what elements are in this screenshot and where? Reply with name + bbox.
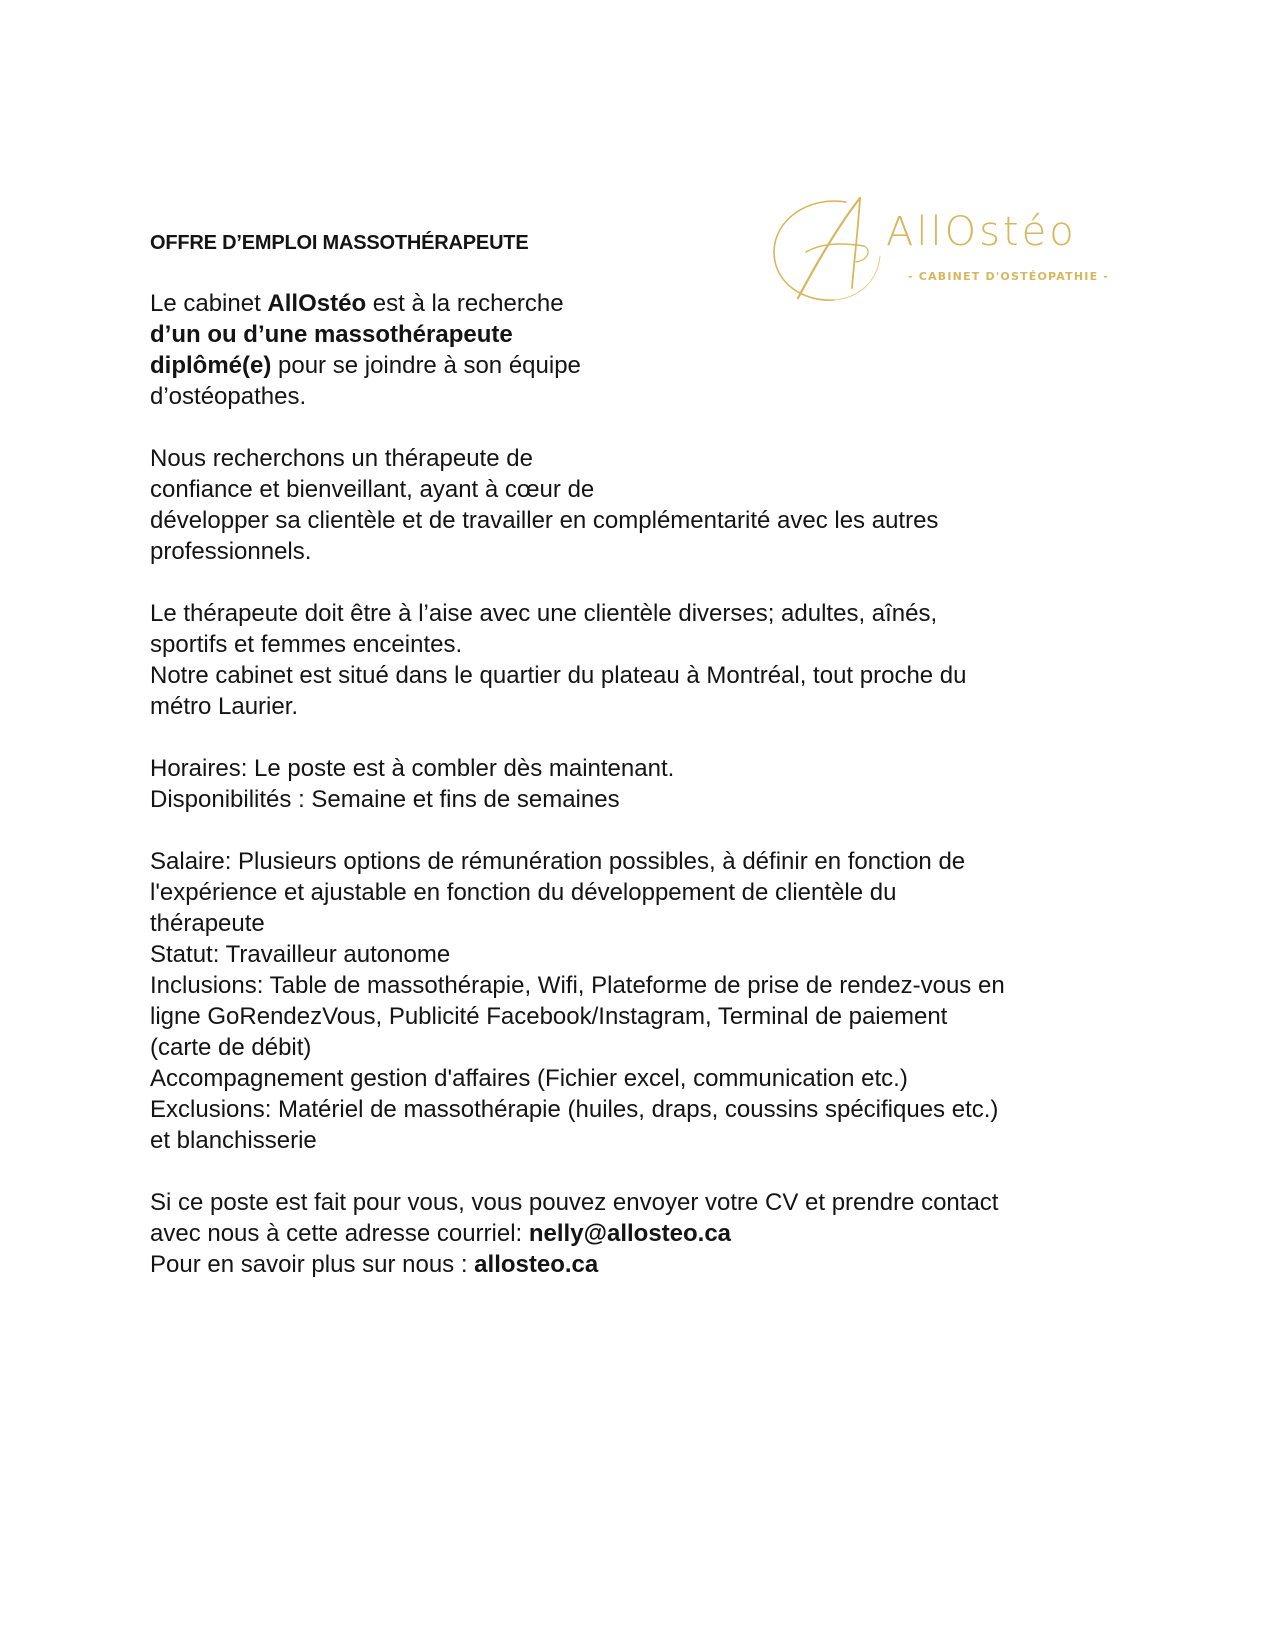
brand-name: AllOstéo bbox=[267, 290, 367, 317]
availability-line: Disponibilités : Semaine et fins de semaines bbox=[150, 786, 620, 813]
exclusions-line-2: et blanchisserie bbox=[150, 1127, 317, 1154]
status-line: Statut: Travailleur autonome bbox=[150, 941, 451, 968]
schedule-line: Horaires: Le poste est à combler dès maintenant. bbox=[150, 755, 675, 782]
contact-line-1: Si ce poste est fait pour vous, vous pouvez envoyer votre CV et prendre contact bbox=[150, 1189, 999, 1216]
support-line: Accompagnement gestion d'affaires (Fichier excel, communication etc.) bbox=[150, 1065, 908, 1092]
contact-line-2: avec nous à cette adresse courriel: nelly@allosteo.ca bbox=[150, 1220, 732, 1247]
job-offer-body bbox=[150, 288, 1150, 1280]
para3-line-4: métro Laurier. bbox=[150, 693, 299, 720]
para3-line-3: Notre cabinet est situé dans le quartier du plateau à Montréal, tout proche du bbox=[150, 662, 967, 689]
contact-line-3: Pour en savoir plus sur nous : allosteo.ca bbox=[150, 1251, 599, 1278]
inclusions-line-2: ligne GoRendezVous, Publicité Facebook/Instagram, Terminal de paiement bbox=[150, 1003, 948, 1030]
intro-line-4: d’ostéopathes. bbox=[150, 383, 307, 410]
intro-line-1: Le cabinet AllOstéo est à la recherche bbox=[150, 290, 564, 317]
exclusions-line-1: Exclusions: Matériel de massothérapie (huiles, draps, coussins spécifiques etc.) bbox=[150, 1096, 999, 1123]
page-title: OFFRE D’EMPLOI MASSOTHÉRAPEUTE bbox=[150, 232, 529, 254]
intro-line-3: diplômé(e) pour se joindre à son équipe bbox=[150, 352, 581, 379]
para2-line-2: confiance et bienveillant, ayant à cœur de bbox=[150, 476, 595, 503]
intro-line-2: d’un ou d’une massothérapeute bbox=[150, 321, 513, 348]
salary-line-1: Salaire: Plusieurs options de rémunération possibles, à définir en fonction de bbox=[150, 848, 966, 875]
logo-wordmark: AllOstéo bbox=[886, 209, 1077, 255]
para2-line-1: Nous recherchons un thérapeute de bbox=[150, 445, 533, 472]
inclusions-line-1: Inclusions: Table de massothérapie, Wifi, Plateforme de prise de rendez-vous en bbox=[150, 972, 1005, 999]
contact-email[interactable]: nelly@allosteo.ca bbox=[528, 1220, 732, 1247]
salary-line-2: l'expérience et ajustable en fonction du développement de clientèle du bbox=[150, 879, 897, 906]
website-link[interactable]: allosteo.ca bbox=[474, 1251, 599, 1278]
para2-line-3: développer sa clientèle et de travailler en complémentarité avec les autres bbox=[150, 507, 939, 534]
para3-line-1: Le thérapeute doit être à l’aise avec une clientèle diverses; adultes, aînés, bbox=[150, 600, 938, 627]
inclusions-line-3: (carte de débit) bbox=[150, 1034, 312, 1061]
salary-line-3: thérapeute bbox=[150, 910, 265, 937]
para3-line-2: sportifs et femmes enceintes. bbox=[150, 631, 463, 658]
para2-line-4: professionnels. bbox=[150, 538, 312, 565]
logo-tagline: - CABINET D'OSTÉOPATHIE - bbox=[908, 270, 1110, 283]
